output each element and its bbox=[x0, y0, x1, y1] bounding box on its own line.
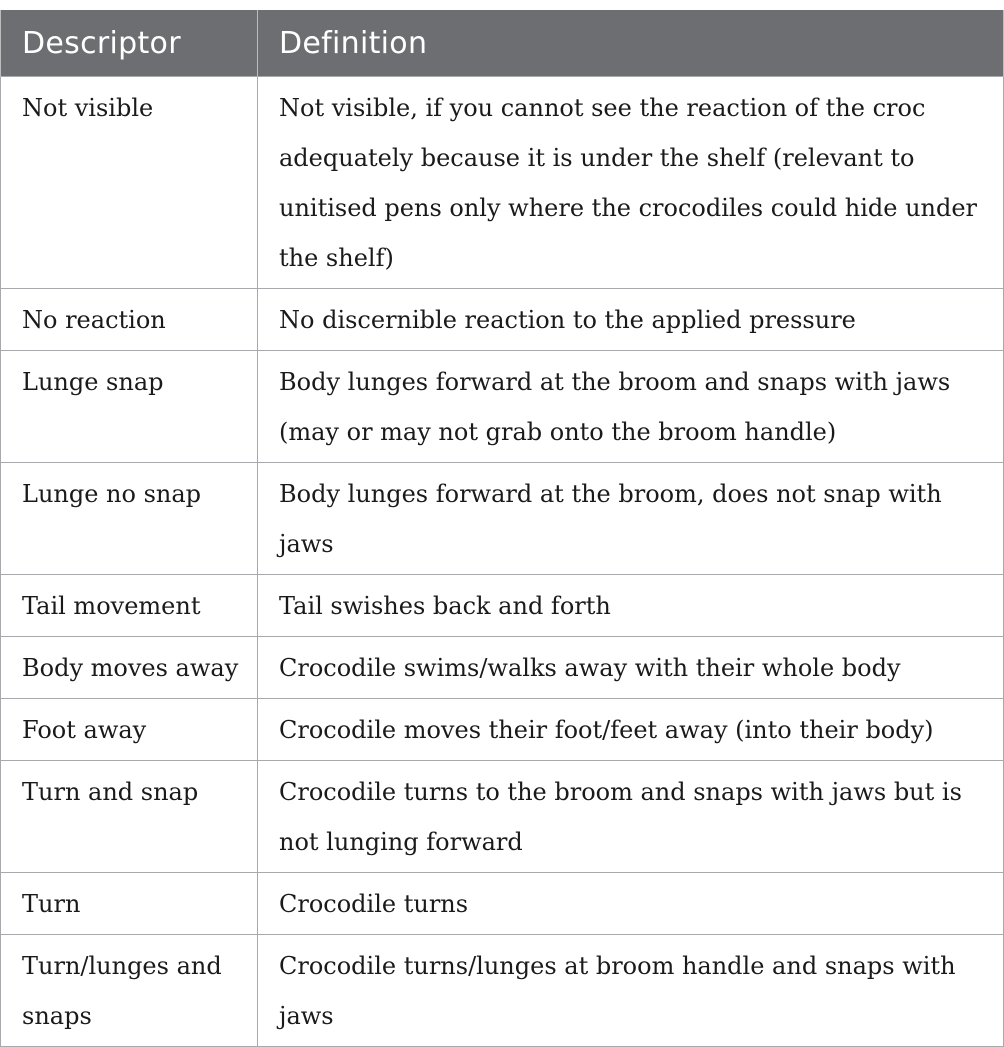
table-row bbox=[1, 935, 1004, 1047]
definition-cell: Crocodile turns to the broom and snaps with jaws but is not lunging forward bbox=[258, 761, 1004, 873]
descriptor-cell: Turn and snap bbox=[1, 761, 258, 873]
table-row bbox=[1, 873, 1004, 935]
definition-cell: Crocodile moves their foot/feet away (into their body) bbox=[258, 699, 1004, 761]
table-row bbox=[1, 699, 1004, 761]
definition-cell: Crocodile turns bbox=[258, 873, 1004, 935]
descriptor-cell: Body moves away bbox=[1, 637, 258, 699]
definition-cell: Not visible, if you cannot see the reaction of the croc adequately because it is under the shelf (relevant to unitised pens only where the crocodiles could hide under the shelf) bbox=[258, 77, 1004, 289]
table-row bbox=[1, 351, 1004, 463]
definition-cell: Body lunges forward at the broom and snaps with jaws (may or may not grab onto the broom handle) bbox=[258, 351, 1004, 463]
table-row bbox=[1, 77, 1004, 289]
definition-cell: Crocodile turns/lunges at broom handle and snaps with jaws bbox=[258, 935, 1004, 1047]
definition-cell: Body lunges forward at the broom, does not snap with jaws bbox=[258, 463, 1004, 575]
descriptor-cell: Lunge no snap bbox=[1, 463, 258, 575]
table-row bbox=[1, 289, 1004, 351]
descriptor-table-container bbox=[0, 10, 1003, 1047]
descriptor-cell: Tail movement bbox=[1, 575, 258, 637]
descriptor-table bbox=[0, 10, 1004, 1047]
column-header-descriptor: Descriptor bbox=[1, 10, 258, 77]
table-row bbox=[1, 637, 1004, 699]
descriptor-cell: Turn/lunges and snaps bbox=[1, 935, 258, 1047]
table-row bbox=[1, 761, 1004, 873]
table-header-row bbox=[1, 10, 1004, 77]
table-row bbox=[1, 575, 1004, 637]
descriptor-cell: No reaction bbox=[1, 289, 258, 351]
definition-cell: Crocodile swims/walks away with their whole body bbox=[258, 637, 1004, 699]
descriptor-cell: Foot away bbox=[1, 699, 258, 761]
descriptor-cell: Turn bbox=[1, 873, 258, 935]
definition-cell: No discernible reaction to the applied pressure bbox=[258, 289, 1004, 351]
descriptor-cell: Lunge snap bbox=[1, 351, 258, 463]
definition-cell: Tail swishes back and forth bbox=[258, 575, 1004, 637]
descriptor-cell: Not visible bbox=[1, 77, 258, 289]
column-header-definition: Definition bbox=[258, 10, 1004, 77]
table-row bbox=[1, 463, 1004, 575]
